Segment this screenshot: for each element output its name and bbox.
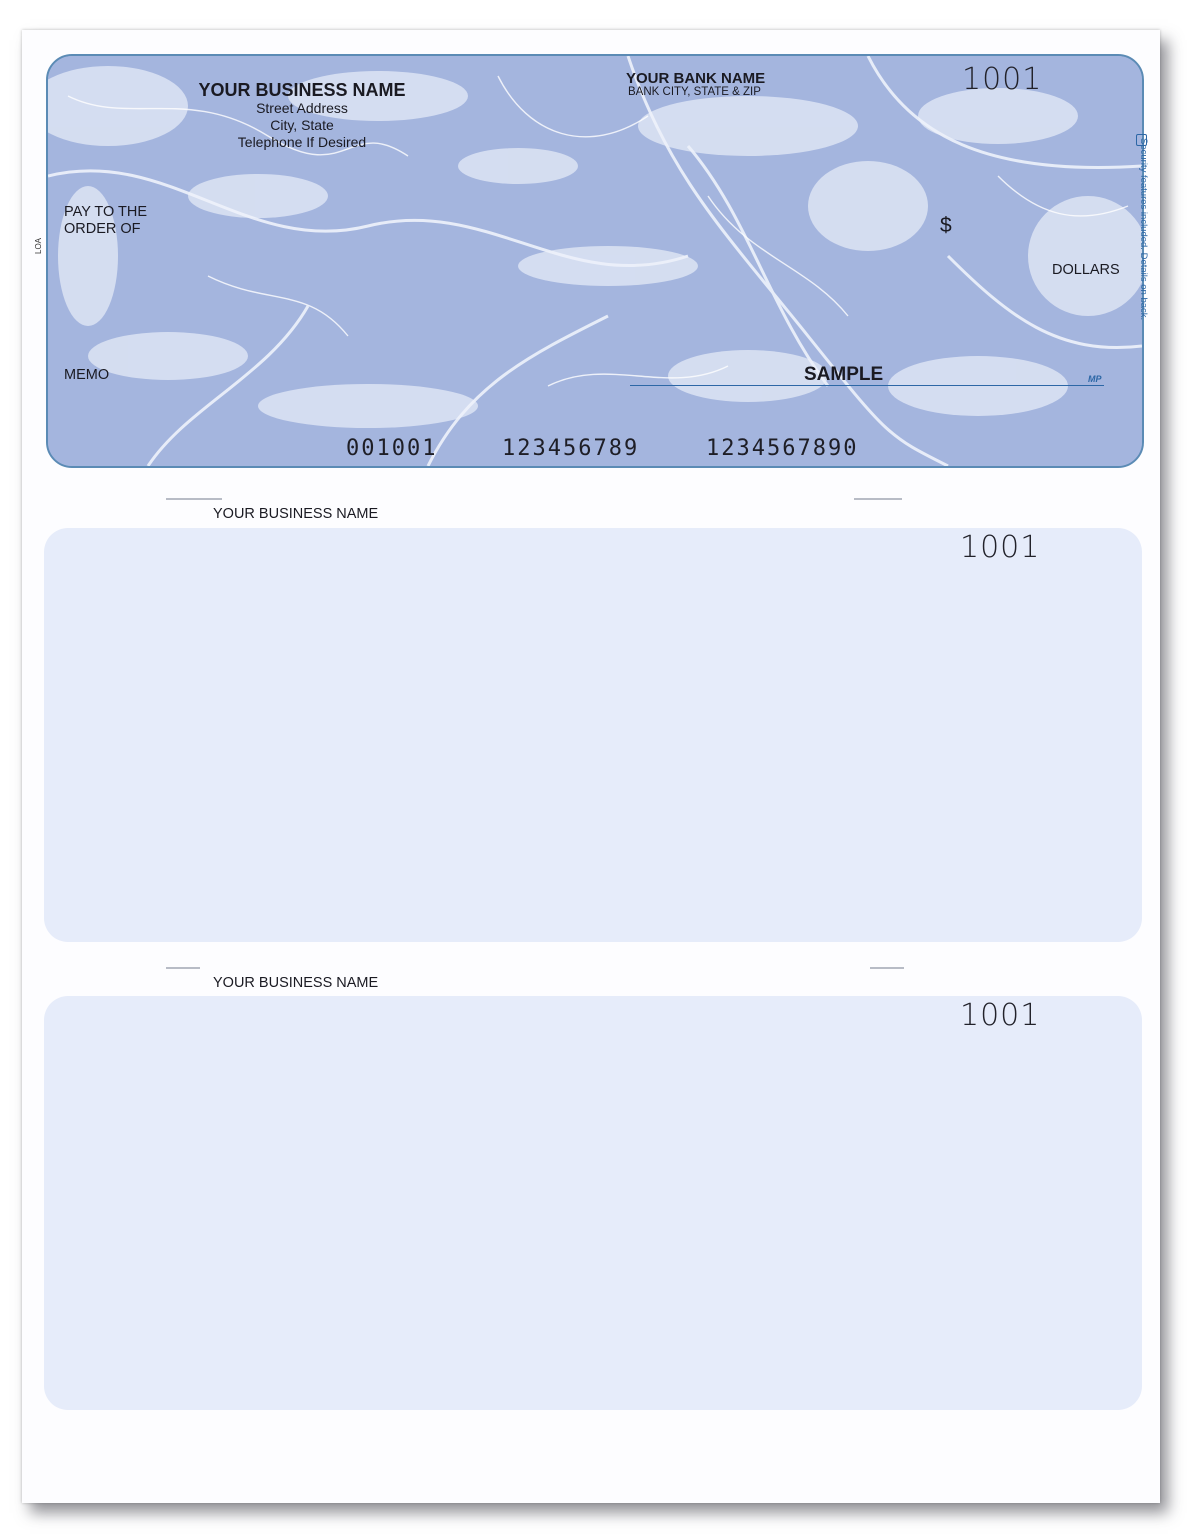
dollar-sign: $ bbox=[940, 214, 952, 237]
business-city: City, State bbox=[270, 117, 334, 133]
stub-check-number: 1001 bbox=[960, 998, 1041, 1033]
perforation-mark bbox=[870, 967, 904, 969]
dollars-label: DOLLARS bbox=[1052, 262, 1120, 278]
stub bbox=[44, 528, 1142, 942]
perforation-mark bbox=[166, 967, 200, 969]
check bbox=[46, 54, 1144, 468]
signature-sample: SAMPLE bbox=[804, 364, 884, 385]
micr-routing-number: 123456789 bbox=[502, 436, 640, 461]
business-name: YOUR BUSINESS NAME bbox=[198, 80, 406, 100]
pay-to-label bbox=[64, 204, 147, 238]
bank-city: BANK CITY, STATE & ZIP bbox=[628, 86, 761, 98]
check-number: 1001 bbox=[962, 62, 1043, 97]
mp-mark: MP bbox=[1088, 374, 1102, 384]
stub-check-number: 1001 bbox=[960, 530, 1041, 565]
check-sheet bbox=[22, 30, 1160, 1503]
stub-business-name: YOUR BUSINESS NAME bbox=[213, 506, 379, 522]
micr-account-number: 1234567890 bbox=[706, 436, 859, 461]
business-street: Street Address bbox=[256, 100, 348, 116]
pay-to-line-1: PAY TO THE bbox=[64, 204, 148, 220]
perforation-mark bbox=[166, 498, 222, 500]
perforation-mark bbox=[854, 498, 902, 500]
business-phone: Telephone If Desired bbox=[237, 134, 367, 150]
micr-check-number: 001001 bbox=[346, 436, 438, 461]
memo-label: MEMO bbox=[64, 367, 110, 383]
stub bbox=[44, 996, 1142, 1410]
stub-business-name: YOUR BUSINESS NAME bbox=[213, 975, 379, 991]
bank-name: YOUR BANK NAME bbox=[626, 70, 766, 87]
pay-to-line-2: ORDER OF bbox=[64, 221, 141, 237]
security-note: Security features included. Details on back. bbox=[1138, 138, 1149, 321]
loa-mark: LOA bbox=[34, 237, 43, 254]
